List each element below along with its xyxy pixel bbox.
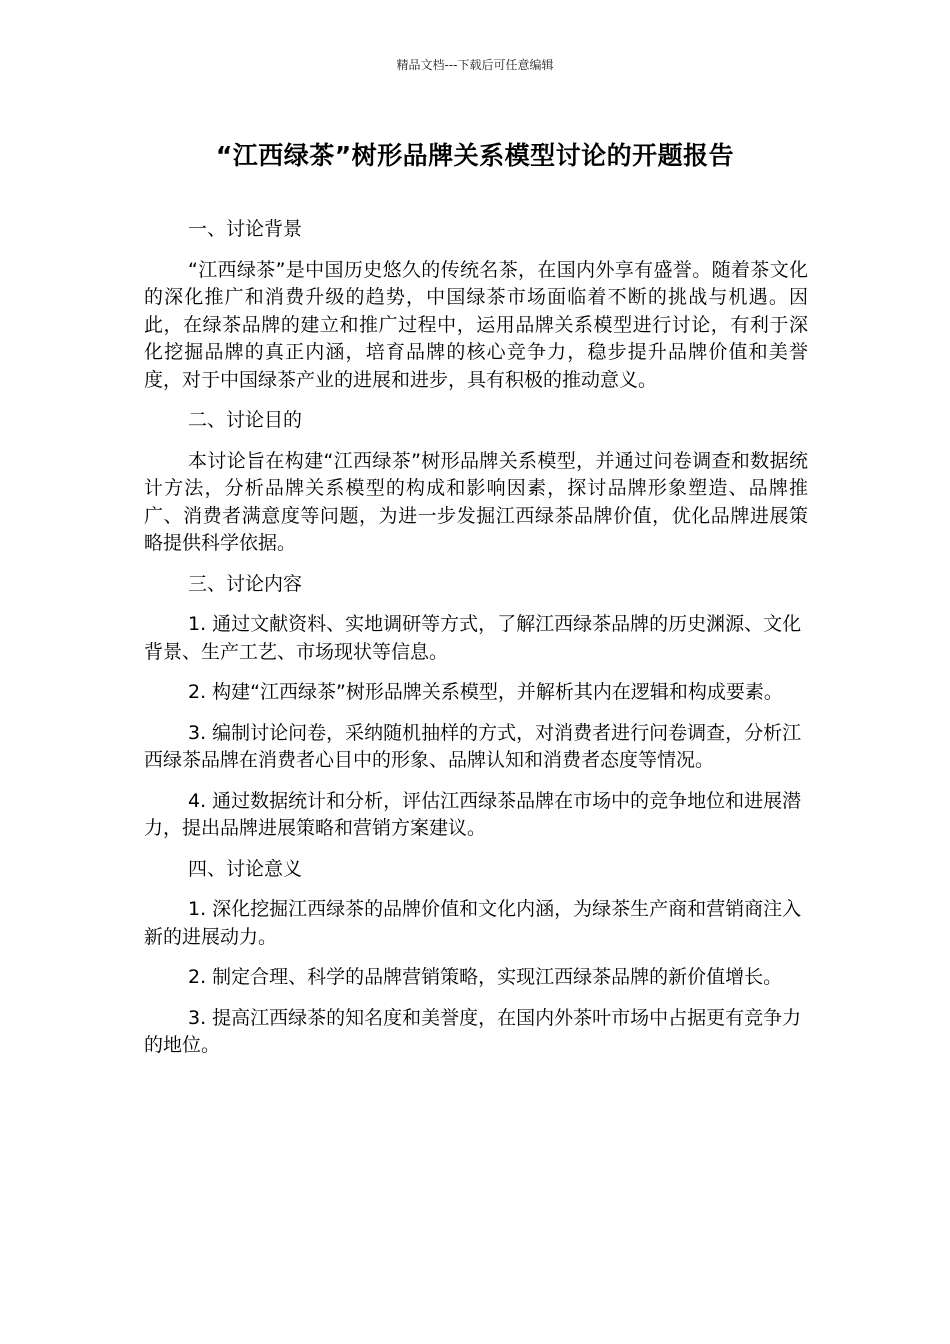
list-item: 3. 提高江西绿茶的知名度和美誉度，在国内外茶叶市场中占据更有竞争力的地位。 (144, 1006, 802, 1056)
list-item: 4. 通过数据统计和分析，评估江西绿茶品牌在市场中的竞争地位和进展潜力，提出品牌进展策略和营销方案建议。 (144, 789, 802, 839)
list-item: 1. 深化挖掘江西绿茶的品牌价值和文化内涵，为绿茶生产商和营销商注入新的进展动力。 (144, 898, 802, 948)
section-heading-purpose: 二、讨论目的 (188, 409, 303, 431)
list-item: 3. 编制讨论问卷，采纳随机抽样的方式，对消费者进行问卷调查，分析江西绿茶品牌在消费者心目中的形象、品牌认知和消费者态度等情况。 (144, 721, 802, 771)
document-title: “江西绿茶”树形品牌关系模型讨论的开题报告 (215, 141, 735, 170)
section-paragraph-background: “江西绿茶”是中国历史悠久的传统名茶，在国内外享有盛誉。随着茶文化的深化推广和消费升级的趋势，中国绿茶市场面临着不断的挑战与机遇。因此，在绿茶品牌的建立和推广过程中，运用品牌关系模型进行讨论，有利于深化挖掘品牌的真正内涵，培育品牌的核心竞争力，稳步提升品牌价值和美誉度，对于中国绿茶产业的进展和进步，具有积极的推动意义。 (144, 258, 808, 391)
section-paragraph-purpose: 本讨论旨在构建“江西绿茶”树形品牌关系模型，并通过问卷调查和数据统计方法，分析品牌关系模型的构成和影响因素，探讨品牌形象塑造、品牌推广、消费者满意度等问题，为进一步发掘江西绿茶品牌价值，优化品牌进展策略提供科学依据。 (144, 449, 808, 554)
section-heading-background: 一、讨论背景 (188, 218, 303, 240)
section-heading-significance: 四、讨论意义 (188, 857, 303, 880)
list-item: 2. 制定合理、科学的品牌营销策略，实现江西绿茶品牌的新价值增长。 (188, 966, 783, 988)
page-header-watermark: 精品文档---下载后可任意编辑 (396, 58, 554, 72)
section-heading-content: 三、讨论内容 (188, 572, 303, 595)
list-item: 1. 通过文献资料、实地调研等方式，了解江西绿茶品牌的历史渊源、文化背景、生产工艺、市场现状等信息。 (144, 613, 802, 663)
list-item: 2. 构建“江西绿茶”树形品牌关系模型，并解析其内在逻辑和构成要素。 (188, 681, 783, 703)
document-body (144, 216, 808, 1073)
